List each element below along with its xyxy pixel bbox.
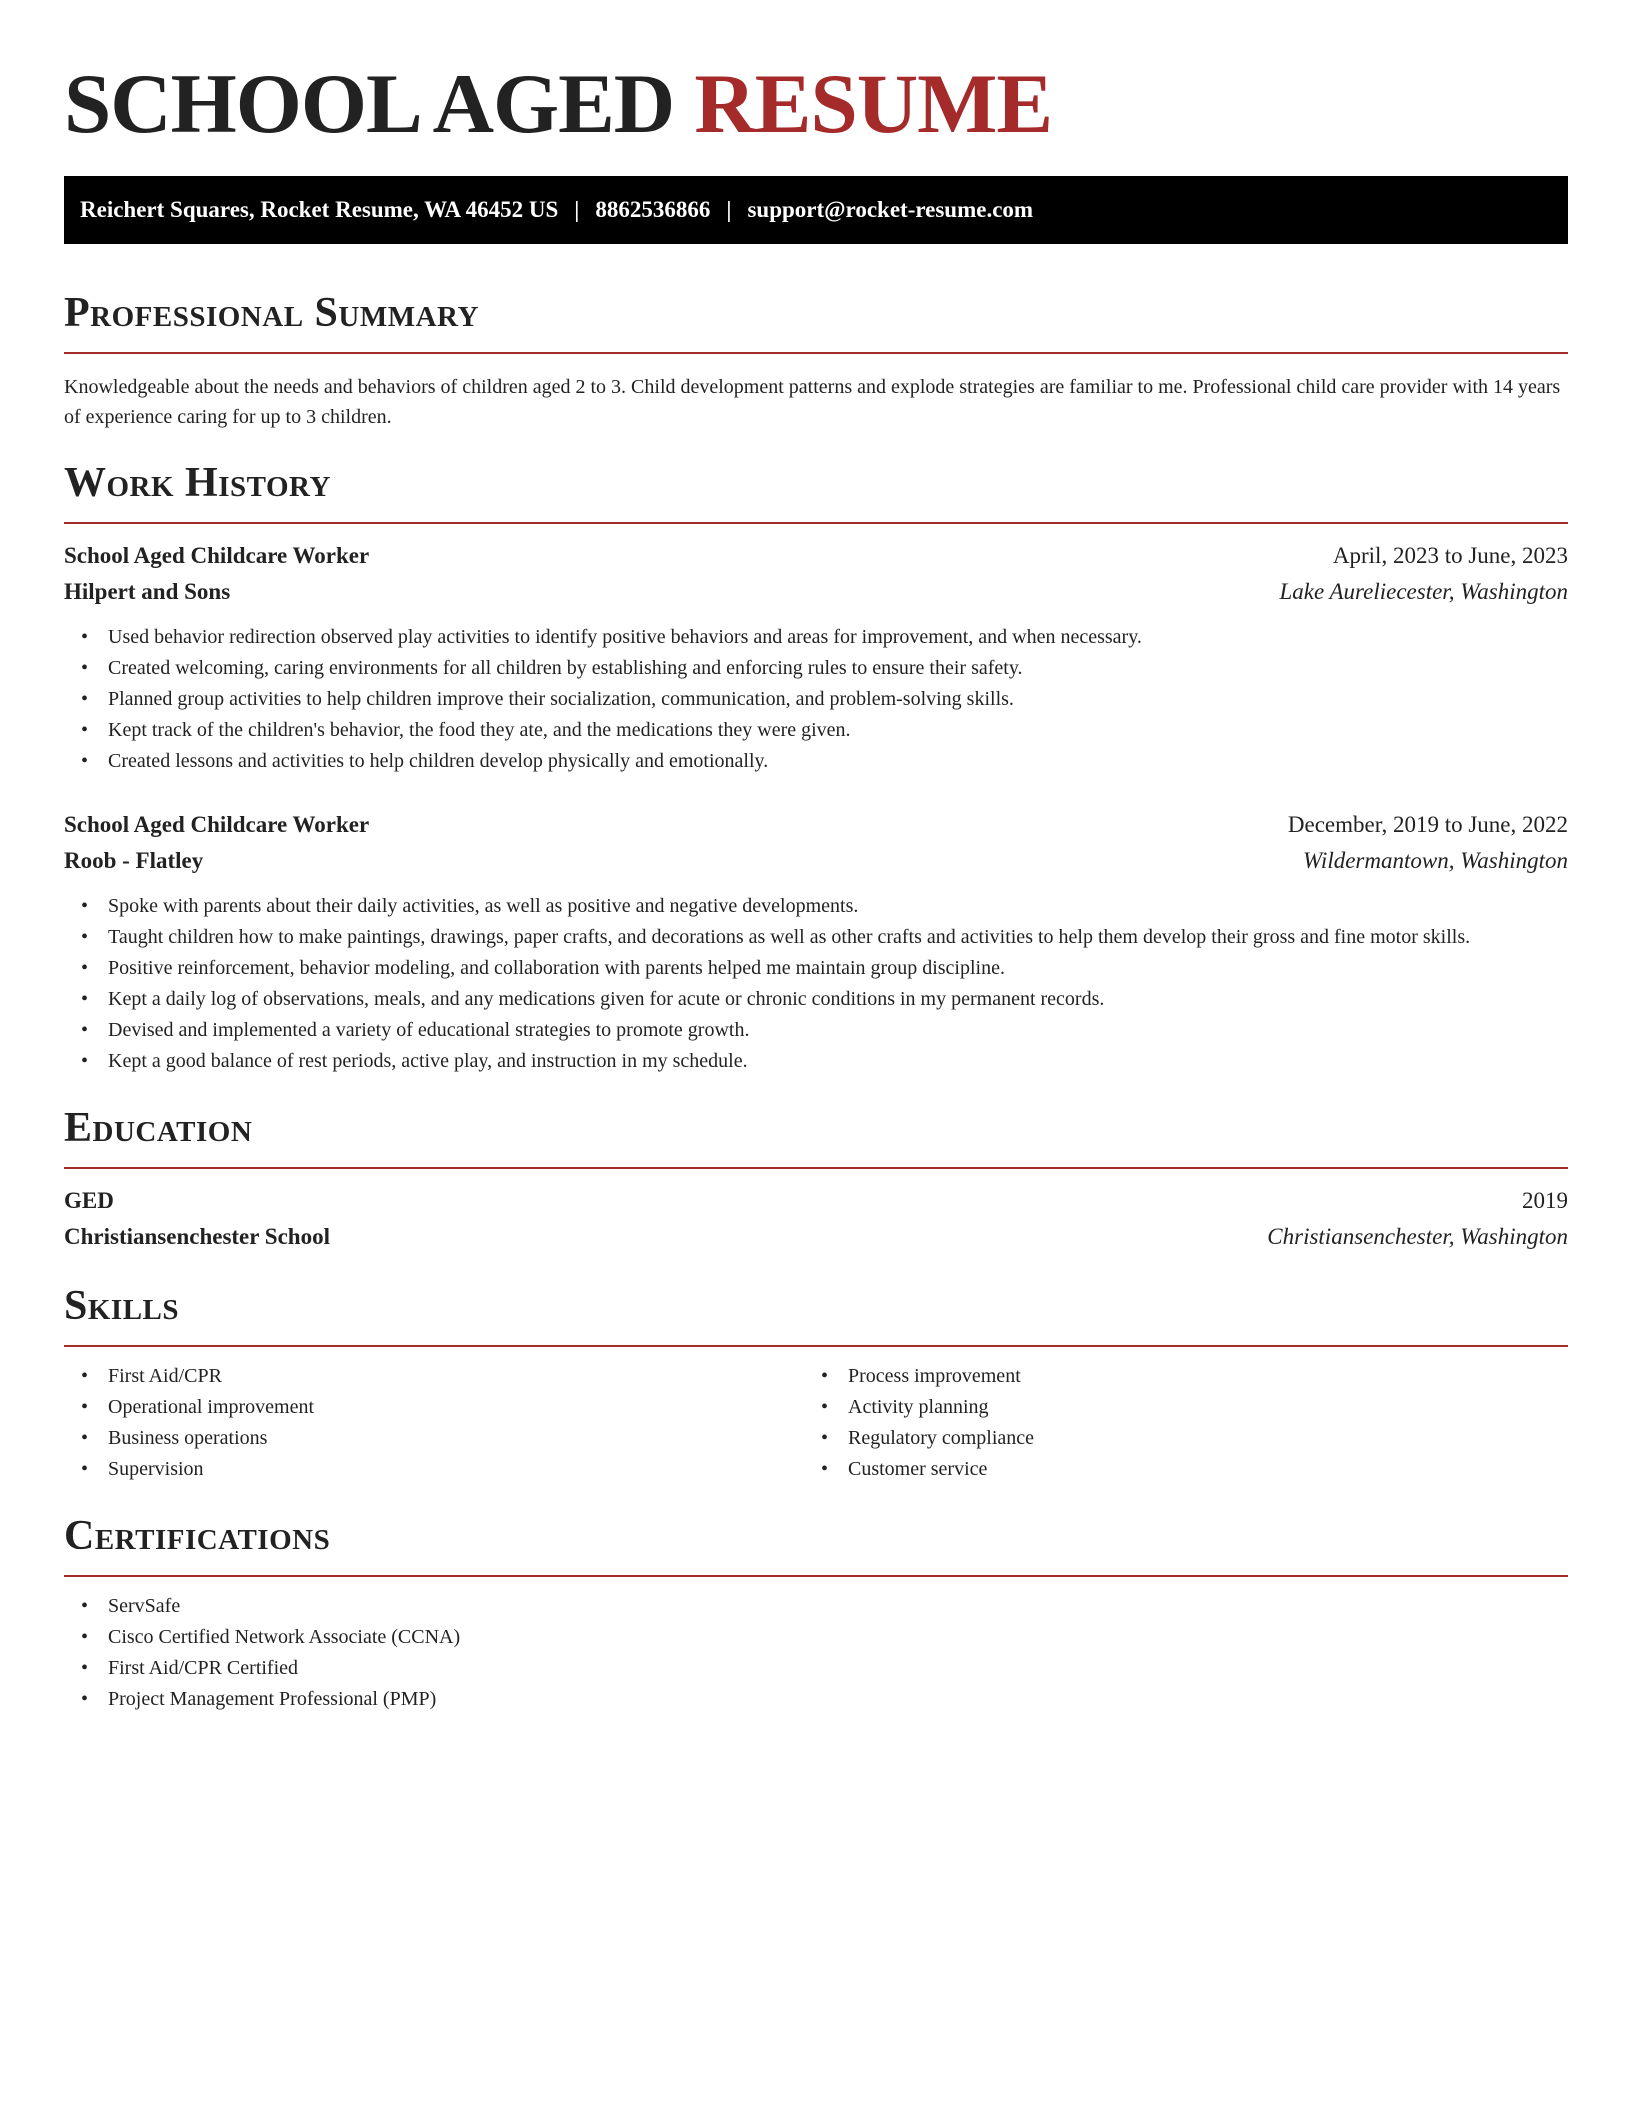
contact-separator: |: [726, 197, 732, 222]
job-header-row: [64, 807, 1568, 843]
contact-address: Reichert Squares, Rocket Resume, WA 46452 US: [80, 197, 559, 222]
job-bullet: • Created lessons and activities to help children develop physically and emotionally.: [64, 746, 1568, 777]
job-bullet: • Kept a good balance of rest periods, active play, and instruction in my schedule.: [64, 1046, 1568, 1077]
skills-column-right: [804, 1361, 1544, 1485]
contact-separator: |: [574, 197, 580, 222]
title-accent: RESUME: [694, 57, 1053, 151]
title-main: SCHOOL AGED: [64, 57, 675, 151]
job-bullet: • Kept track of the children's behavior, the food they ate, and the medications they were given.: [64, 715, 1568, 746]
resume-title: [64, 54, 1568, 154]
contact-bar: [64, 176, 1568, 244]
certification-item: • ServSafe: [64, 1591, 1568, 1622]
job-bullet: • Kept a daily log of observations, meals, and any medications given for acute or chronic conditions in my permanent records.: [64, 984, 1568, 1015]
work-history-heading: Work History: [64, 460, 331, 506]
certifications-list: [64, 1591, 1568, 1715]
job-header-row: [64, 538, 1568, 574]
job-bullet-list: [64, 891, 1568, 1077]
certification-item: • Cisco Certified Network Associate (CCNA): [64, 1622, 1568, 1653]
job-dates: April, 2023 to June, 2023: [1332, 543, 1568, 568]
job-title: School Aged Childcare Worker: [64, 812, 370, 837]
summary-text: Knowledgeable about the needs and behaviors of children aged 2 to 3. Child development patterns and explode strategies are familiar to me. Professional child care provider with 14 years of experience caring for up to 3 children.: [64, 376, 1561, 428]
education-heading: Education: [64, 1105, 253, 1151]
job-location: Wildermantown, Washington: [1303, 848, 1568, 873]
job-company: Roob - Flatley: [64, 848, 204, 873]
skill-item: • First Aid/CPR: [64, 1361, 804, 1392]
skill-item: • Activity planning: [804, 1392, 1544, 1423]
job-entry: [64, 807, 1568, 1077]
education-school: Christiansenchester School: [64, 1224, 330, 1249]
job-company: Hilpert and Sons: [64, 579, 231, 604]
certifications-heading: Certifications: [64, 1513, 331, 1559]
section-divider: [64, 1575, 1568, 1577]
skill-item: • Supervision: [64, 1454, 804, 1485]
section-divider: [64, 522, 1568, 524]
education-row: [64, 1183, 1568, 1219]
certifications-section: [64, 1511, 1568, 1715]
contact-phone: 8862536866: [595, 197, 711, 222]
skill-item: • Regulatory compliance: [804, 1423, 1544, 1454]
job-location: Lake Aureliecester, Washington: [1279, 579, 1568, 604]
job-bullet-list: [64, 622, 1568, 777]
education-entry: [64, 1183, 1568, 1255]
skill-item: • Operational improvement: [64, 1392, 804, 1423]
job-bullet: • Created welcoming, caring environments for all children by establishing and enforcing rules to ensure their safety.: [64, 653, 1568, 684]
job-dates: December, 2019 to June, 2022: [1287, 812, 1568, 837]
skills-column-left: [64, 1361, 804, 1485]
job-list: [64, 538, 1568, 1077]
contact-email: support@rocket-resume.com: [747, 197, 1034, 222]
summary-section: [64, 288, 1568, 432]
skill-item: • Business operations: [64, 1423, 804, 1454]
education-year: 2019: [1522, 1188, 1568, 1213]
skills-heading: Skills: [64, 1283, 180, 1329]
education-section: [64, 1103, 1568, 1255]
education-row: [64, 1219, 1568, 1255]
section-divider: [64, 1167, 1568, 1169]
education-degree: GED: [64, 1188, 114, 1213]
section-divider: [64, 352, 1568, 354]
job-bullet: • Planned group activities to help children improve their socialization, communication, and problem-solving skills.: [64, 684, 1568, 715]
section-divider: [64, 1345, 1568, 1347]
job-bullet: • Used behavior redirection observed play activities to identify positive behaviors and areas for improvement, and when necessary.: [64, 622, 1568, 653]
job-title: School Aged Childcare Worker: [64, 543, 370, 568]
job-bullet: • Positive reinforcement, behavior modeling, and collaboration with parents helped me maintain group discipline.: [64, 953, 1568, 984]
job-bullet: • Taught children how to make paintings, drawings, paper crafts, and decorations as well as other crafts and activities to help them develop their gross and fine motor skills.: [64, 922, 1568, 953]
job-company-row: [64, 843, 1568, 879]
certification-item: • Project Management Professional (PMP): [64, 1684, 1568, 1715]
skill-item: • Process improvement: [804, 1361, 1544, 1392]
work-history-section: [64, 458, 1568, 1077]
skills-grid: [64, 1361, 1568, 1485]
job-company-row: [64, 574, 1568, 610]
job-entry: [64, 538, 1568, 777]
job-bullet: • Spoke with parents about their daily activities, as well as positive and negative developments.: [64, 891, 1568, 922]
skills-section: [64, 1281, 1568, 1485]
certification-item: • First Aid/CPR Certified: [64, 1653, 1568, 1684]
education-location: Christiansenchester, Washington: [1267, 1224, 1568, 1249]
summary-heading: Professional Summary: [64, 290, 479, 336]
job-bullet: • Devised and implemented a variety of educational strategies to promote growth.: [64, 1015, 1568, 1046]
skill-item: • Customer service: [804, 1454, 1544, 1485]
